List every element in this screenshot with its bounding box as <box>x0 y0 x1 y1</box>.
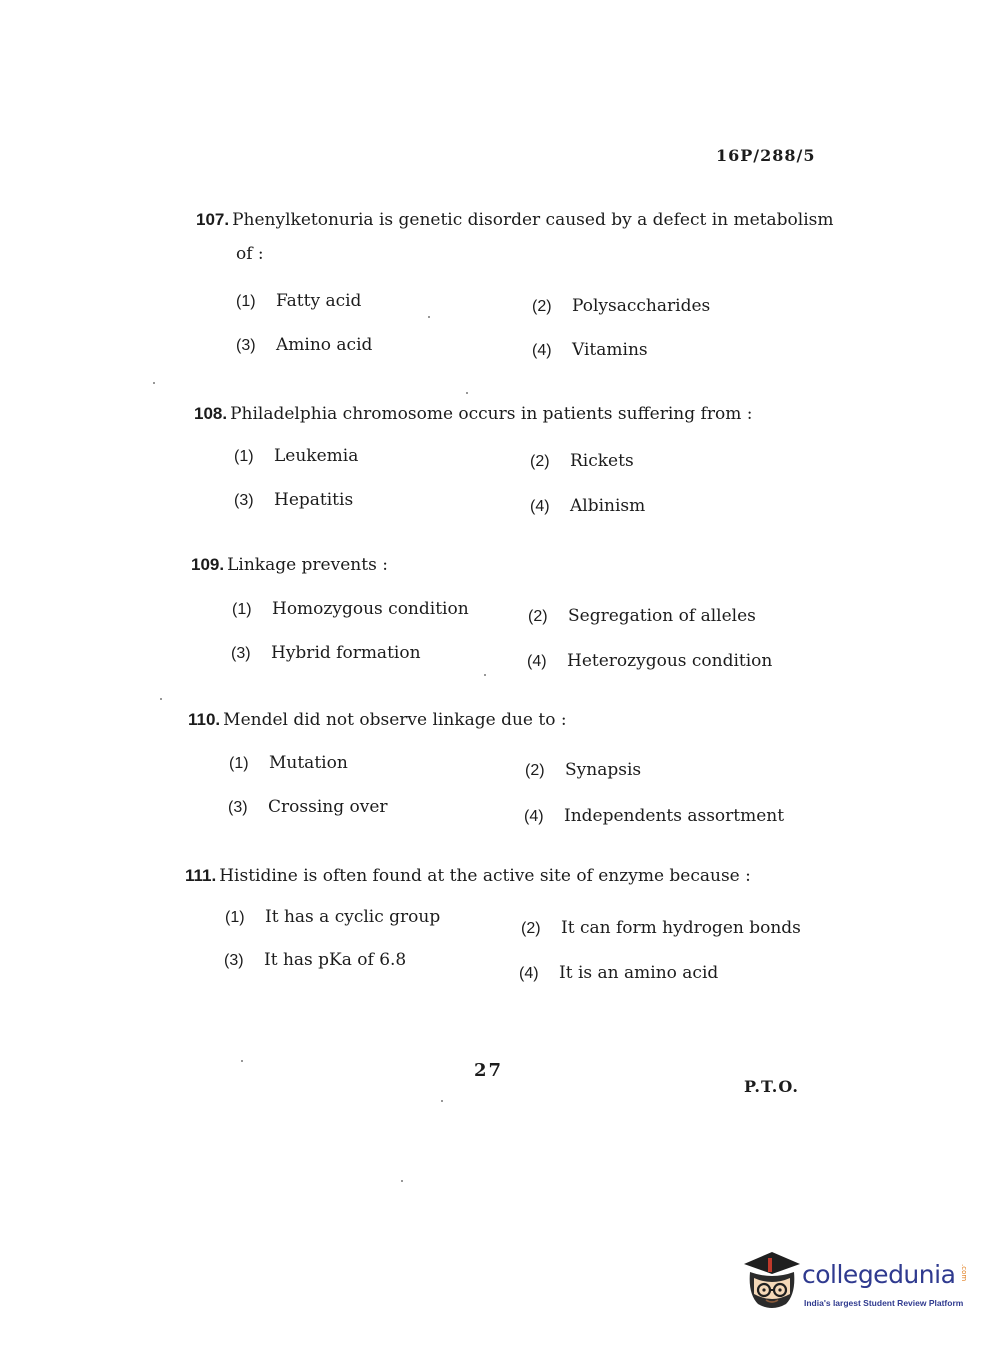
option-3 <box>234 490 353 510</box>
question-text: Linkage prevents : <box>227 555 388 575</box>
option-4 <box>532 340 648 360</box>
option-text: Segregation of alleles <box>568 606 756 626</box>
question-text: Mendel did not observe linkage due to : <box>223 710 567 730</box>
option-text: Leukemia <box>274 446 359 466</box>
option-3 <box>236 335 372 355</box>
option-text: It has a cyclic group <box>265 907 441 927</box>
scan-speck <box>160 698 162 700</box>
collegedunia-logo <box>742 1250 977 1320</box>
option-text: Homozygous condition <box>272 599 469 619</box>
option-2 <box>525 760 641 780</box>
option-number: (3) <box>224 952 244 969</box>
question-stem <box>196 208 836 266</box>
option-text: Vitamins <box>572 340 648 360</box>
option-number: (2) <box>525 762 545 779</box>
option-number: (4) <box>519 965 539 982</box>
option-text: Amino acid <box>276 335 373 355</box>
option-text: Mutation <box>269 753 348 773</box>
question-number: 111. <box>185 866 217 885</box>
option-text: It can form hydrogen bonds <box>561 918 801 938</box>
option-1 <box>225 907 440 927</box>
option-text: Heterozygous condition <box>567 651 773 671</box>
option-2 <box>532 296 710 316</box>
question-text-continuation: of : <box>236 244 264 264</box>
option-3 <box>224 950 406 970</box>
option-text: It has pKa of 6.8 <box>264 950 407 970</box>
option-number: (1) <box>236 293 256 310</box>
scan-speck <box>441 1100 443 1102</box>
option-text: Crossing over <box>268 797 388 817</box>
scan-speck <box>484 674 486 676</box>
question-107 <box>196 208 836 266</box>
option-number: (1) <box>225 909 245 926</box>
paper-code: 16P/288/5 <box>716 146 816 165</box>
scan-speck <box>466 392 468 394</box>
option-number: (2) <box>532 298 552 315</box>
question-text: Phenylketonuria is genetic disorder caused by a defect in metabolism <box>232 210 834 230</box>
option-text: Hepatitis <box>274 490 354 510</box>
option-1 <box>232 599 469 619</box>
option-number: (3) <box>228 799 248 816</box>
question-111 <box>185 864 825 888</box>
option-2 <box>530 451 634 471</box>
option-number: (2) <box>521 920 541 937</box>
option-number: (1) <box>229 755 249 772</box>
option-4 <box>530 496 645 516</box>
option-2 <box>521 918 801 938</box>
option-number: (1) <box>232 601 252 618</box>
option-text: Polysaccharides <box>572 296 711 316</box>
scan-speck <box>401 1180 403 1182</box>
option-1 <box>234 446 358 466</box>
option-number: (4) <box>527 653 547 670</box>
mascot-icon <box>742 1250 802 1314</box>
option-number: (4) <box>532 342 552 359</box>
question-text: Histidine is often found at the active site of enzyme because : <box>219 866 751 886</box>
option-4 <box>527 651 772 671</box>
option-4 <box>524 806 784 826</box>
scan-speck <box>428 316 430 318</box>
option-text: Rickets <box>570 451 634 471</box>
question-stem <box>185 864 825 888</box>
option-number: (1) <box>234 448 254 465</box>
page-number: 27 <box>474 1060 504 1081</box>
question-stem <box>188 708 828 732</box>
option-1 <box>229 753 348 773</box>
option-2 <box>528 606 756 626</box>
option-text: Albinism <box>570 496 646 516</box>
option-text: Fatty acid <box>276 291 362 311</box>
question-text: Philadelphia chromosome occurs in patients suffering from : <box>230 404 753 424</box>
brand-name: collegedunia <box>802 1260 956 1289</box>
option-number: (4) <box>524 808 544 825</box>
option-number: (3) <box>234 492 254 509</box>
question-stem <box>191 553 831 577</box>
question-108 <box>194 402 834 426</box>
question-number: 107. <box>196 210 230 229</box>
question-109 <box>191 553 831 577</box>
option-number: (3) <box>231 645 251 662</box>
option-number: (2) <box>530 453 550 470</box>
option-text: Hybrid formation <box>271 643 421 663</box>
option-number: (3) <box>236 337 256 354</box>
please-turn-over: P.T.O. <box>744 1077 799 1096</box>
brand-tagline: India's largest Student Review Platform <box>804 1298 964 1308</box>
option-3 <box>228 797 388 817</box>
brand-domain: .com <box>960 1264 968 1282</box>
scan-speck <box>241 1060 243 1062</box>
option-number: (2) <box>528 608 548 625</box>
option-1 <box>236 291 361 311</box>
question-number: 108. <box>194 404 228 423</box>
question-110 <box>188 708 828 732</box>
question-stem <box>194 402 834 426</box>
option-text: Synapsis <box>565 760 642 780</box>
question-number: 109. <box>191 555 225 574</box>
option-number: (4) <box>530 498 550 515</box>
option-text: It is an amino acid <box>559 963 719 983</box>
option-3 <box>231 643 421 663</box>
scan-speck <box>153 382 155 384</box>
option-4 <box>519 963 718 983</box>
question-number: 110. <box>188 710 221 729</box>
option-text: Independents assortment <box>564 806 785 826</box>
